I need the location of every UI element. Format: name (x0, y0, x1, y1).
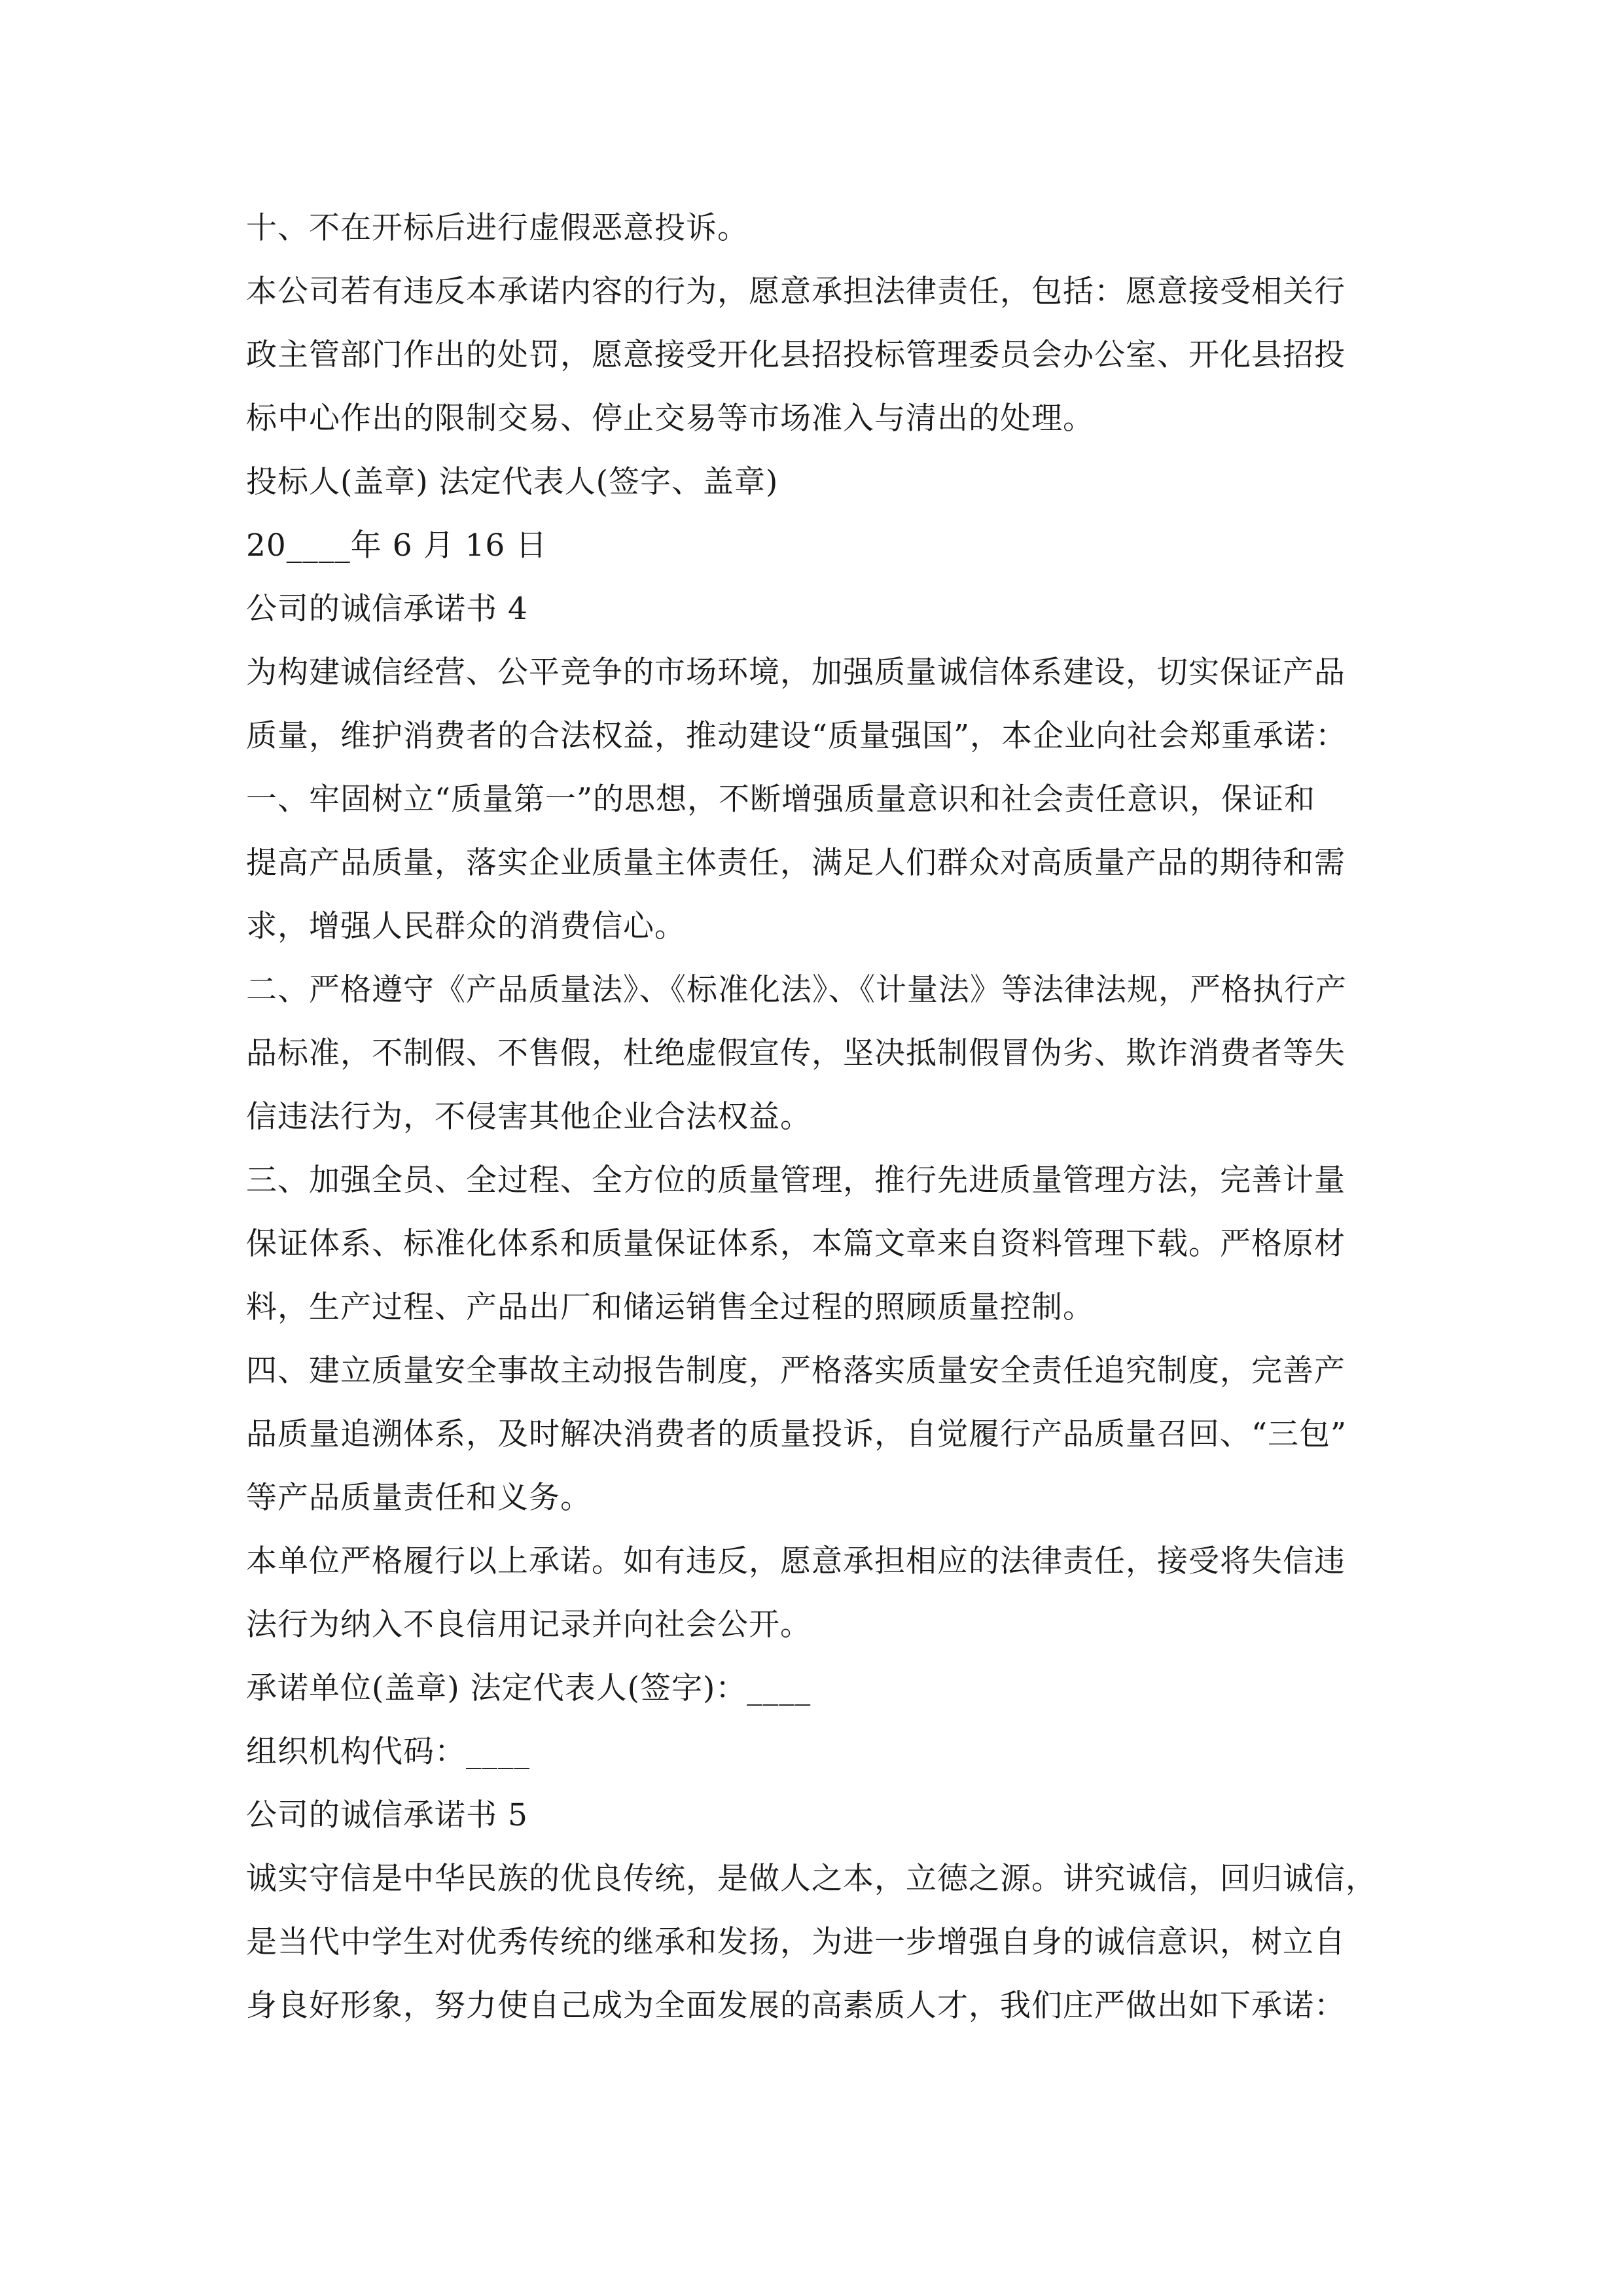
document-body (246, 196, 1404, 2037)
text-line: 本公司若有违反本承诺内容的行为，愿意承担法律责任，包括：愿意接受相关行 (246, 274, 1346, 310)
text-line: 二、严格遵守《产品质量法》、《标准化法》、《计量法》等法律法规，严格执行产 (246, 972, 1347, 1008)
signature-line: 投标人(盖章) 法定代表人(签字、盖章) (246, 464, 779, 500)
text-line: 三、加强全员、全过程、全方位的质量管理，推行先进质量管理方法，完善计量 (246, 1162, 1346, 1198)
org-code-line: 组织机构代码：____ (246, 1734, 530, 1770)
text-line: 等产品质量责任和义务。 (246, 1480, 592, 1516)
date-line: 20____年 6 月 16 日 (246, 528, 548, 564)
text-line: 法行为纳入不良信用记录并向社会公开。 (246, 1607, 812, 1643)
text-line: 质量，维护消费者的合法权益，推动建设“质量强国”，本企业向社会郑重承诺： (246, 718, 1347, 754)
text-line: 身良好形象，努力使自己成为全面发展的高素质人才，我们庄严做出如下承诺： (246, 1988, 1346, 2024)
text-line: 料，生产过程、产品出厂和储运销售全过程的照顾质量控制。 (246, 1289, 1094, 1325)
section-title: 公司的诚信承诺书 4 (246, 591, 528, 627)
text-line: 提高产品质量，落实企业质量主体责任，满足人们群众对高质量产品的期待和需 (246, 845, 1346, 881)
text-line: 政主管部门作出的处罚，愿意接受开化县招投标管理委员会办公室、开化县招投 (246, 337, 1346, 373)
text-line: 一、牢固树立“质量第一”的思想，不断增强质量意识和社会责任意识，保证和 (246, 781, 1316, 817)
text-line: 求，增强人民群众的消费信心。 (246, 908, 686, 944)
text-line: 品质量追溯体系，及时解决消费者的质量投诉，自觉履行产品质量召回、“三包” (246, 1416, 1347, 1452)
text-line: 信违法行为，不侵害其他企业合法权益。 (246, 1099, 812, 1135)
text-line: 保证体系、标准化体系和质量保证体系，本篇文章来自资料管理下载。严格原材 (246, 1226, 1346, 1262)
text-line: 是当代中学生对优秀传统的继承和发扬，为进一步增强自身的诚信意识，树立自 (246, 1924, 1346, 1960)
text-line: 品标准，不制假、不售假，杜绝虚假宣传，坚决抵制假冒伪劣、欺诈消费者等失 (246, 1035, 1346, 1071)
text-line: 本单位严格履行以上承诺。如有违反，愿意承担相应的法律责任，接受将失信违 (246, 1543, 1346, 1579)
text-line: 四、建立质量安全事故主动报告制度，严格落实质量安全责任追究制度，完善产 (246, 1353, 1346, 1389)
section-title: 公司的诚信承诺书 5 (246, 1797, 528, 1833)
text-line: 为构建诚信经营、公平竞争的市场环境，加强质量诚信体系建设，切实保证产品 (246, 655, 1346, 691)
text-line: 诚实守信是中华民族的优良传统，是做人之本，立德之源。讲究诚信，回归诚信， (246, 1861, 1377, 1897)
signature-line: 承诺单位(盖章) 法定代表人(签字)：____ (246, 1670, 812, 1706)
text-line: 标中心作出的限制交易、停止交易等市场准入与清出的处理。 (246, 401, 1094, 437)
text-line: 十、不在开标后进行虚假恶意投诉。 (246, 210, 749, 246)
